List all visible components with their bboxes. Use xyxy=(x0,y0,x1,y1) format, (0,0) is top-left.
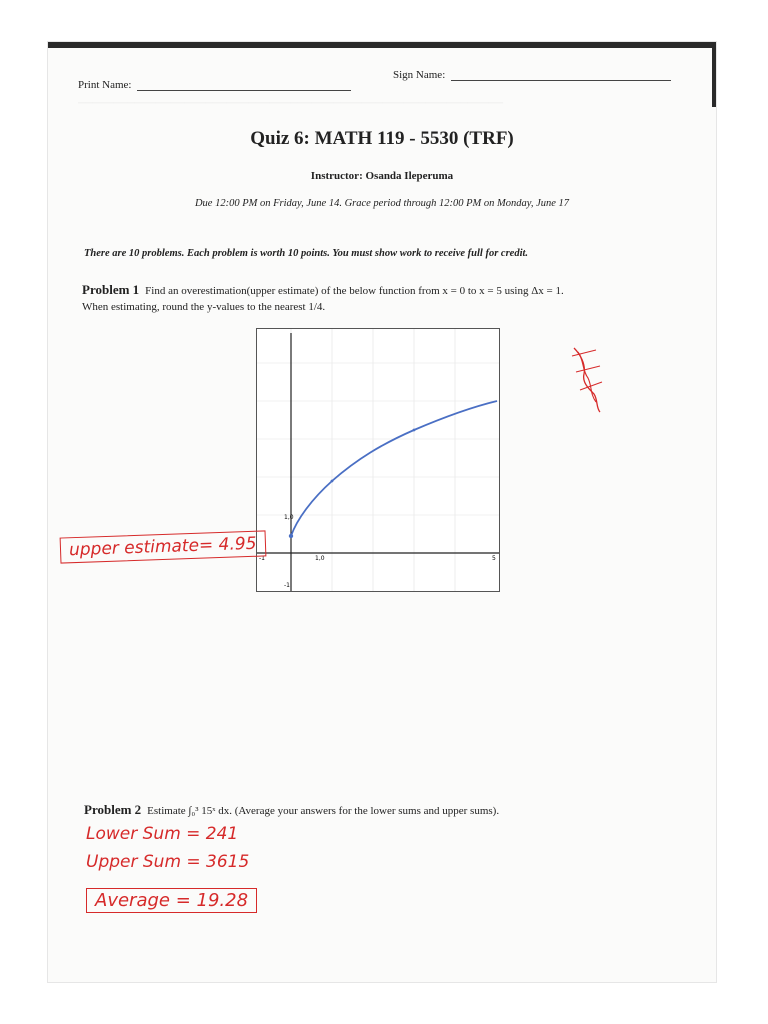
due-date: Due 12:00 PM on Friday, June 14. Grace period through 12:00 PM on Monday, June 17 xyxy=(194,198,570,209)
graph-grid xyxy=(257,329,499,591)
function-graph xyxy=(256,328,500,592)
problem-2 xyxy=(84,802,499,818)
problem-1-label: Problem 1 xyxy=(82,282,140,297)
function-curve xyxy=(291,401,497,536)
x-max-label: 5 xyxy=(492,555,496,562)
sign-name-line[interactable] xyxy=(451,68,671,81)
y-tick-label: 1,0 xyxy=(284,514,294,521)
graph-svg xyxy=(257,329,499,591)
bleed-through-text: ──────────────────────────────────────────────────────────── xyxy=(78,98,504,109)
quiz-page xyxy=(48,42,716,982)
print-name-line[interactable] xyxy=(137,78,351,91)
curve-start-point xyxy=(289,534,293,538)
problems-note: There are 10 problems. Each problem is worth 10 points. You must show work to receive full for credit. xyxy=(84,248,529,259)
instructor-name: Instructor: Osanda Ileperuma xyxy=(310,170,454,182)
quiz-title: Quiz 6: MATH 119 - 5530 (TRF) xyxy=(250,128,514,149)
sign-name-label: Sign Name: xyxy=(393,69,446,81)
red-scribble-mark xyxy=(566,342,606,416)
problem-1 xyxy=(82,282,682,315)
x-min-label: -1 xyxy=(259,555,265,562)
problem-1-text-line1: Find an overestimation(upper estimate) of the below function from x = 0 to x = 5 using Δx = 1. xyxy=(145,285,564,297)
upper-sum-answer: Upper Sum = 3615 xyxy=(86,852,250,872)
problem-2-text: Estimate ∫₀³ 15ˣ dx. (Average your answers for the lower sums and upper sums). xyxy=(147,805,500,817)
problem-2-label: Problem 2 xyxy=(84,802,142,817)
x-tick-label: 1,0 xyxy=(315,555,325,562)
lower-sum-answer: Lower Sum = 241 xyxy=(86,824,239,844)
scan-edge-right xyxy=(712,42,716,107)
curve-point xyxy=(413,429,416,432)
problem-1-text-line2: When estimating, round the y-values to the nearest 1/4. xyxy=(82,301,326,313)
print-name-label: Print Name: xyxy=(78,79,132,91)
average-answer: Average = 19.28 xyxy=(86,888,257,913)
upper-estimate-answer: upper estimate= 4.95 xyxy=(60,530,266,563)
print-name-field[interactable] xyxy=(78,78,351,91)
scan-edge-top xyxy=(48,42,716,48)
y-min-label: -1 xyxy=(284,582,290,589)
sign-name-field[interactable] xyxy=(393,68,671,81)
curve-point xyxy=(331,480,334,483)
